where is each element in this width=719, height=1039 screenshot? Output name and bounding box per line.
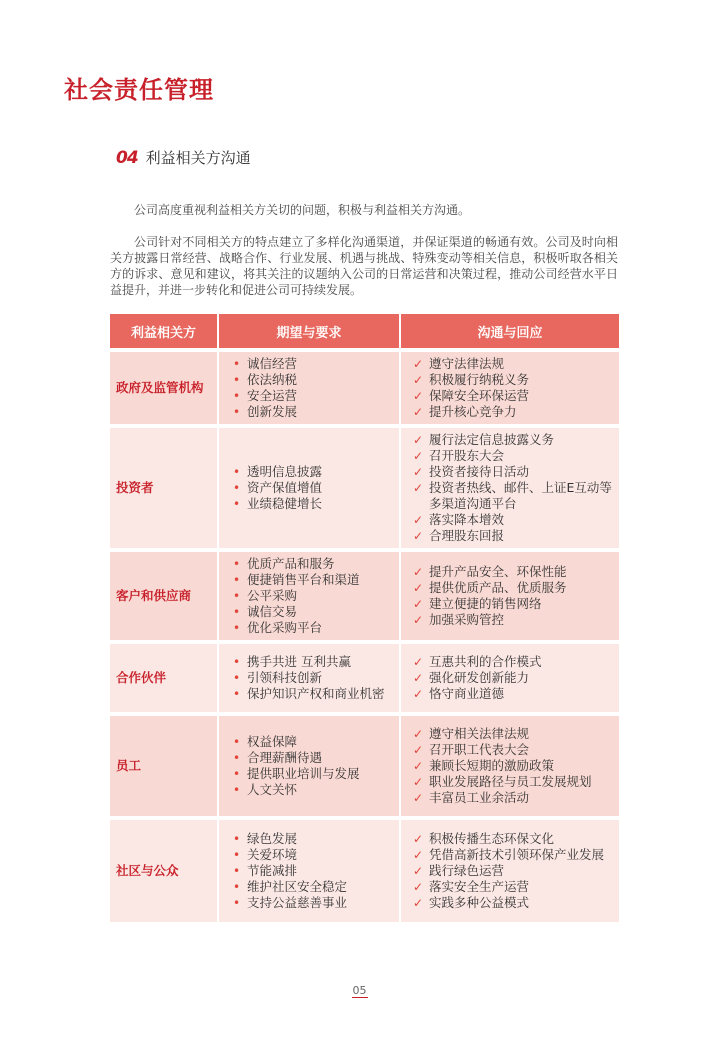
responses-cell: [400, 818, 619, 922]
expectation-item: • 创新发展: [225, 404, 393, 420]
section-heading: [116, 147, 251, 168]
response-item: ✓ 恪守商业道德: [407, 686, 613, 702]
table-row: [110, 350, 619, 426]
expectation-item: • 关爱环境: [225, 847, 393, 863]
response-item: ✓ 践行绿色运营: [407, 863, 613, 879]
response-item: ✓ 召开股东大会: [407, 448, 613, 464]
table-row: [110, 550, 619, 642]
expectation-item: • 支持公益慈善事业: [225, 895, 393, 911]
expectation-item: • 诚信交易: [225, 604, 393, 620]
response-item: ✓ 积极履行纳税义务: [407, 372, 613, 388]
expectation-item: • 权益保障: [225, 734, 393, 750]
expectation-item: • 携手共进 互利共赢: [225, 654, 393, 670]
header-stakeholder: 利益相关方: [110, 314, 218, 350]
expectations-cell: [218, 350, 400, 426]
table-row: [110, 426, 619, 550]
response-item: ✓ 落实降本增效: [407, 512, 613, 528]
page-number-text: 05: [352, 984, 367, 997]
expectation-item: • 透明信息披露: [225, 464, 393, 480]
response-item: ✓ 履行法定信息披露义务: [407, 432, 613, 448]
response-item: ✓ 强化研发创新能力: [407, 670, 613, 686]
expectation-item: • 保护知识产权和商业机密: [225, 686, 393, 702]
stakeholder-name: 客户和供应商: [110, 550, 218, 642]
response-item: ✓ 落实安全生产运营: [407, 879, 613, 895]
page-number: [0, 984, 719, 997]
expectation-item: • 公平采购: [225, 588, 393, 604]
intro-paragraph-2: 公司针对不同相关方的特点建立了多样化沟通渠道，并保证渠道的畅通有效。公司及时向相关方披露日常经营、战略合作、行业发展、机遇与挑战、特殊变动等相关信息，积极听取各相关方的诉求、意见和建议，将其关注的议题纳入公司的日常运营和决策过程，推动公司经营水平日益提升，并进一步转化和促进公司可持续发展。: [110, 235, 618, 297]
responses-cell: [400, 550, 619, 642]
expectation-item: • 依法纳税: [225, 372, 393, 388]
responses-cell: [400, 714, 619, 818]
response-item: ✓ 提升产品安全、环保性能: [407, 564, 613, 580]
stakeholder-name: 社区与公众: [110, 818, 218, 922]
section-title: 利益相关方沟通: [145, 149, 251, 167]
response-item: ✓ 凭借高新技术引领环保产业发展: [407, 847, 613, 863]
response-item: ✓ 兼顾长短期的激励政策: [407, 758, 613, 774]
expectation-item: • 优质产品和服务: [225, 556, 393, 572]
stakeholder-table: [110, 314, 619, 922]
intro-paragraph-1: 公司高度重视利益相关方关切的问题，积极与利益相关方沟通。: [134, 203, 471, 217]
response-item: ✓ 遵守法律法规: [407, 356, 613, 372]
expectation-item: • 资产保值增值: [225, 480, 393, 496]
table-row: [110, 818, 619, 922]
stakeholder-name: 投资者: [110, 426, 218, 550]
response-item: ✓ 投资者接待日活动: [407, 464, 613, 480]
expectations-cell: [218, 550, 400, 642]
expectations-cell: [218, 426, 400, 550]
expectation-item: • 人文关怀: [225, 782, 393, 798]
expectations-cell: [218, 642, 400, 714]
expectations-cell: [218, 818, 400, 922]
responses-cell: [400, 350, 619, 426]
expectation-item: • 节能减排: [225, 863, 393, 879]
response-item: ✓ 投资者热线、邮件、上证E互动等多渠道沟通平台: [407, 480, 613, 512]
stakeholder-name: 合作伙伴: [110, 642, 218, 714]
expectation-item: • 提供职业培训与发展: [225, 766, 393, 782]
response-item: ✓ 合理股东回报: [407, 528, 613, 544]
response-item: ✓ 提升核心竞争力: [407, 404, 613, 420]
expectation-item: • 业绩稳健增长: [225, 496, 393, 512]
table-row: [110, 642, 619, 714]
table-header-row: [110, 314, 619, 350]
expectation-item: • 便捷销售平台和渠道: [225, 572, 393, 588]
expectations-cell: [218, 714, 400, 818]
expectation-item: • 绿色发展: [225, 831, 393, 847]
page-title: 社会责任管理: [64, 76, 214, 104]
expectation-item: • 优化采购平台: [225, 620, 393, 636]
response-item: ✓ 互惠共利的合作模式: [407, 654, 613, 670]
responses-cell: [400, 426, 619, 550]
section-number: 04: [116, 147, 138, 168]
response-item: ✓ 召开职工代表大会: [407, 742, 613, 758]
response-item: ✓ 积极传播生态环保文化: [407, 831, 613, 847]
expectation-item: • 合理薪酬待遇: [225, 750, 393, 766]
responses-cell: [400, 642, 619, 714]
response-item: ✓ 遵守相关法律法规: [407, 726, 613, 742]
response-item: ✓ 提供优质产品、优质服务: [407, 580, 613, 596]
response-item: ✓ 职业发展路径与员工发展规划: [407, 774, 613, 790]
response-item: ✓ 保障安全环保运营: [407, 388, 613, 404]
expectation-item: • 诚信经营: [225, 356, 393, 372]
stakeholder-name: 员工: [110, 714, 218, 818]
expectation-item: • 安全运营: [225, 388, 393, 404]
stakeholder-name: 政府及监管机构: [110, 350, 218, 426]
response-item: ✓ 建立便捷的销售网络: [407, 596, 613, 612]
header-expectations: 期望与要求: [218, 314, 400, 350]
response-item: ✓ 实践多种公益模式: [407, 895, 613, 911]
response-item: ✓ 丰富员工业余活动: [407, 790, 613, 806]
table-row: [110, 714, 619, 818]
response-item: ✓ 加强采购管控: [407, 612, 613, 628]
expectation-item: • 维护社区安全稳定: [225, 879, 393, 895]
expectation-item: • 引领科技创新: [225, 670, 393, 686]
header-responses: 沟通与回应: [400, 314, 619, 350]
